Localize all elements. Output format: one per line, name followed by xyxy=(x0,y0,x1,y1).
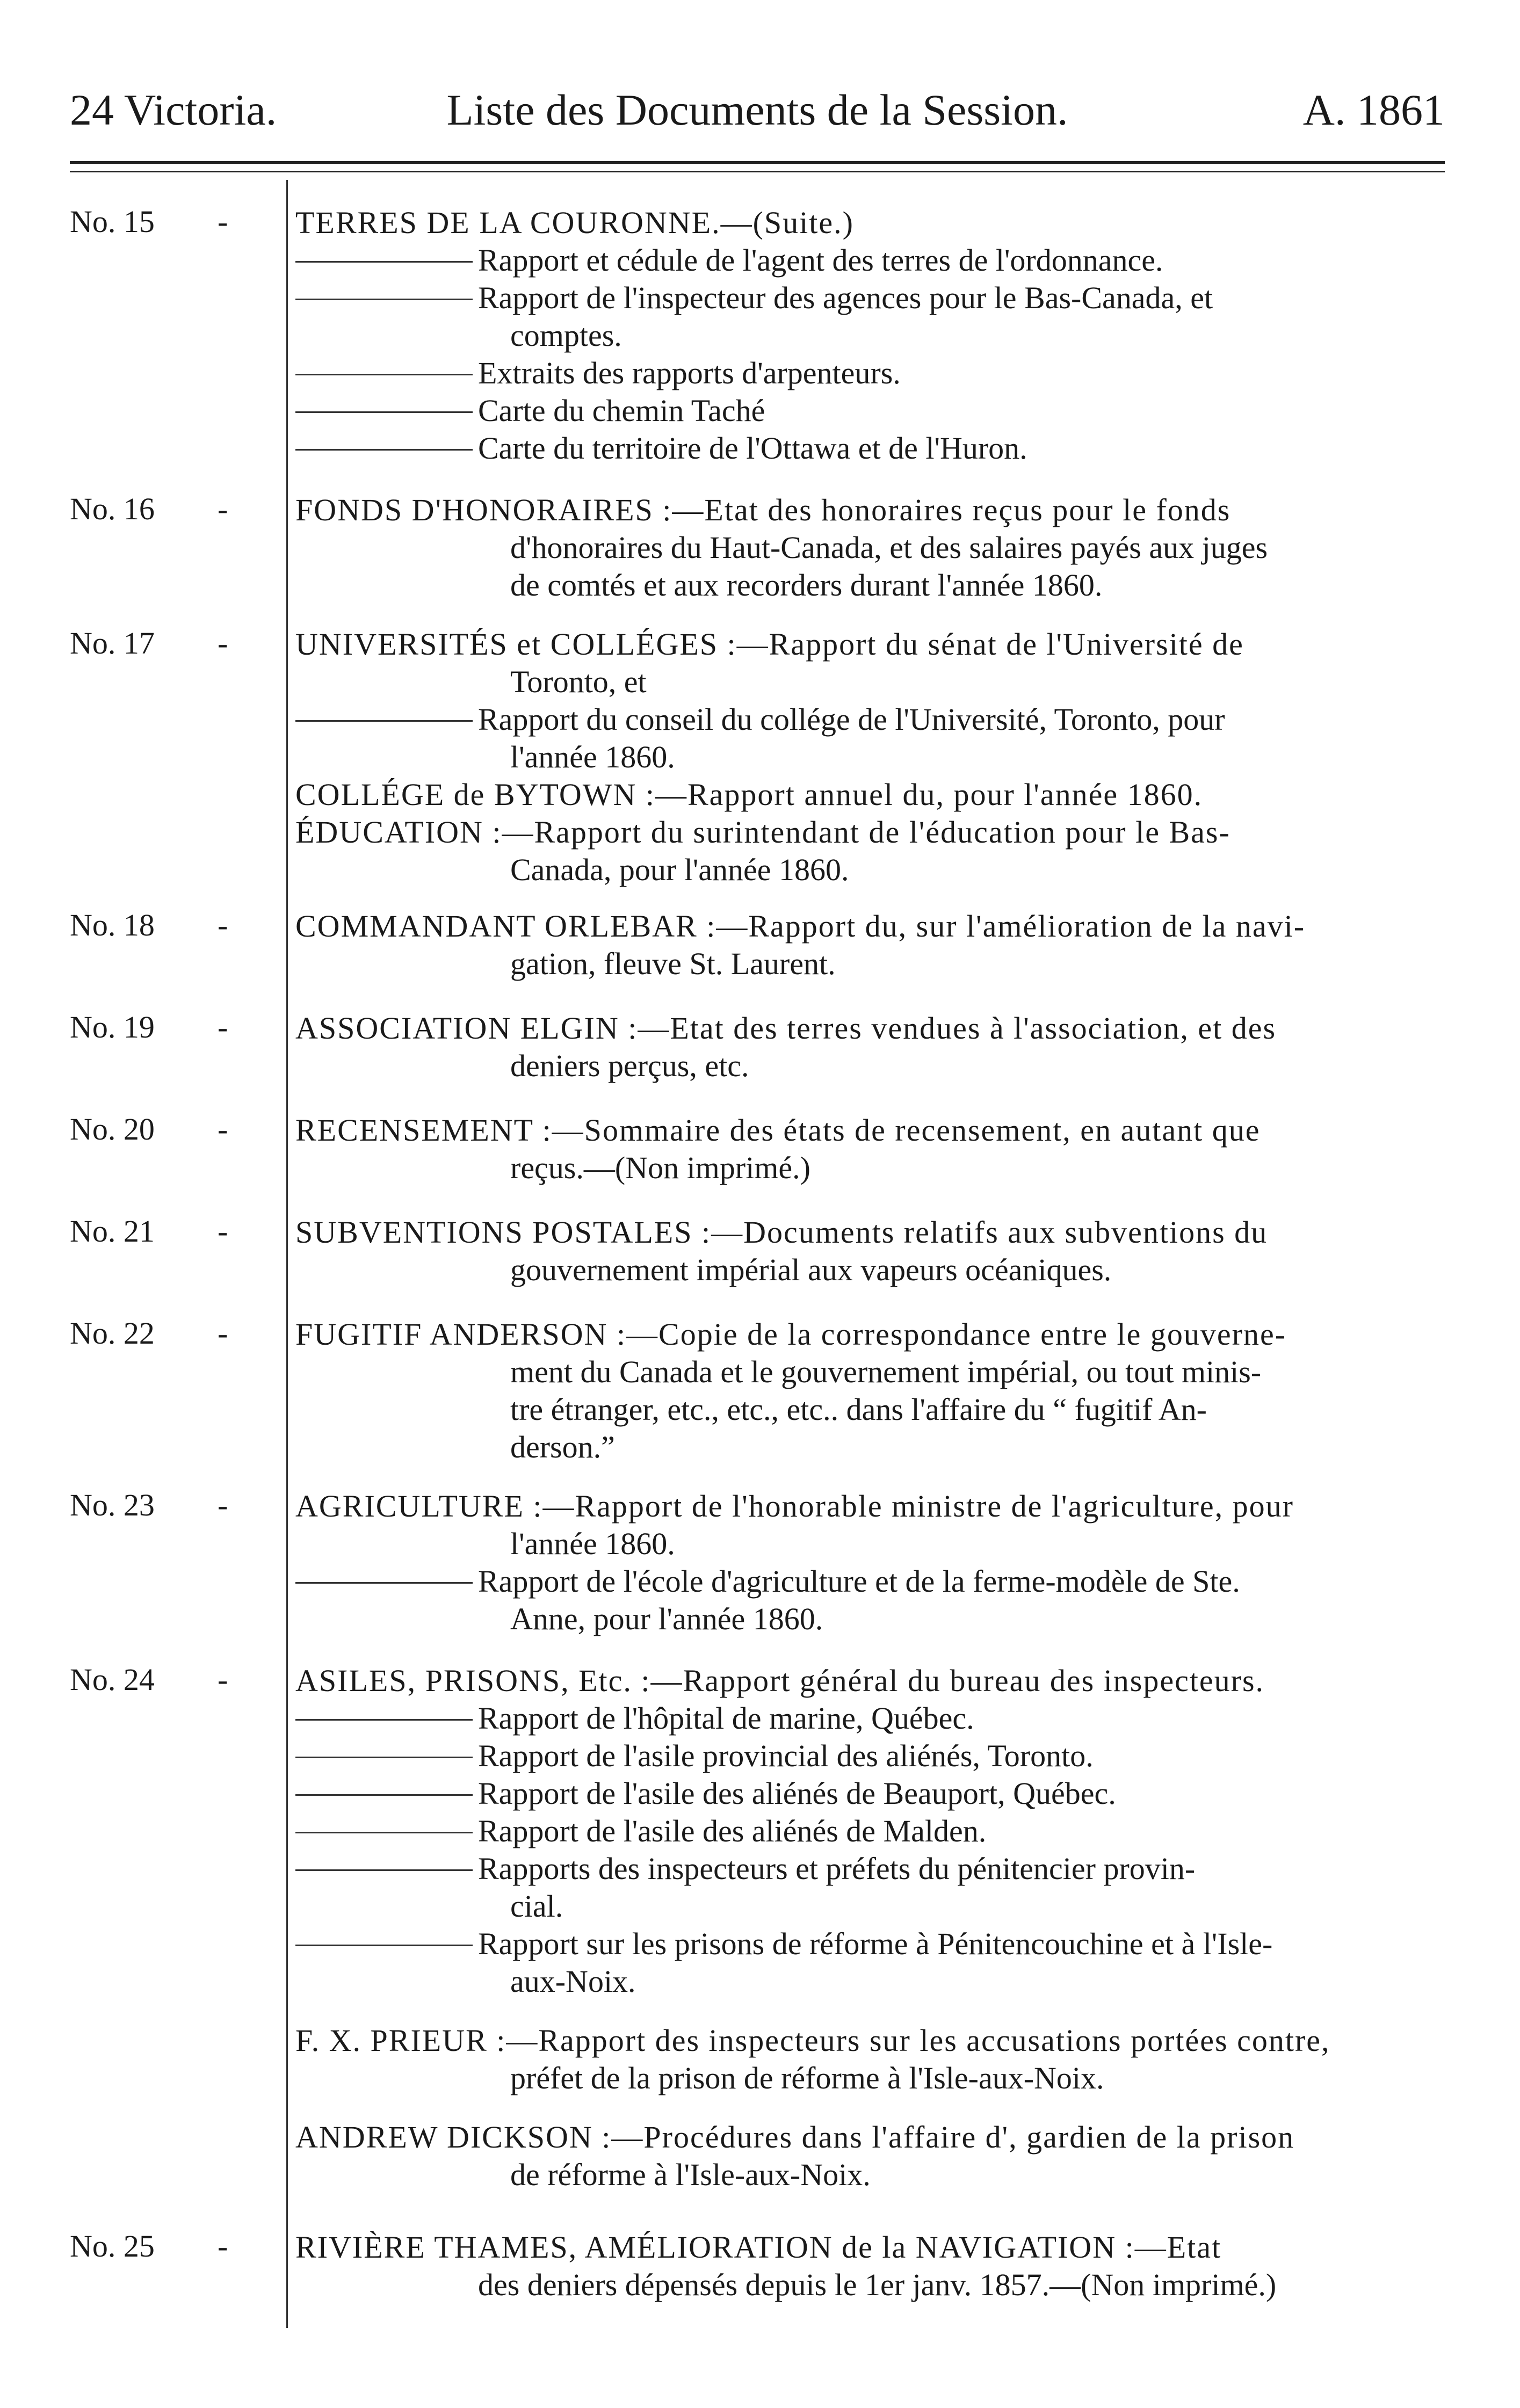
entry-line: F. X. PRIEUR :—Rapport des inspecteurs sur les accusations portées contre, xyxy=(295,2023,1330,2058)
document-number: No. 15 xyxy=(70,204,155,239)
column-divider xyxy=(286,180,288,2328)
entry-line: de réforme à l'Isle-aux-Noix. xyxy=(510,2157,871,2192)
entry-line: cial. xyxy=(510,1889,563,1924)
entry-content xyxy=(295,491,1445,604)
entry-line: COMMANDANT ORLEBAR :—Rapport du, sur l'amélioration de la navi- xyxy=(295,909,1306,944)
entry-line: TERRES DE LA COURONNE.—(Suite.) xyxy=(295,205,854,240)
entry-sub-line: Rapport de l'inspecteur des agences pour le Bas-Canada, et xyxy=(295,279,1445,317)
entry-line: FUGITIF ANDERSON :—Copie de la correspondance entre le gouverne- xyxy=(295,1317,1287,1352)
entry-sub-line: Rapport et cédule de l'agent des terres de l'ordonnance. xyxy=(295,242,1445,279)
entry-line: ASILES, PRISONS, Etc. :—Rapport général du bureau des inspecteurs. xyxy=(295,1663,1265,1698)
entry-line: préfet de la prison de réforme à l'Isle-aux-Noix. xyxy=(510,2061,1104,2095)
document-number: No. 21 xyxy=(70,1214,155,1249)
document-number: No. 17 xyxy=(70,626,155,661)
document-number: No. 16 xyxy=(70,491,155,526)
header-year: A. 1861 xyxy=(1302,85,1445,134)
entry-line: RIVIÈRE THAMES, AMÉLIORATION de la NAVIGATION :—Etat xyxy=(295,2230,1222,2265)
entry-content xyxy=(295,908,1445,983)
leader-dash: - xyxy=(218,1488,228,1522)
entry-line: Canada, pour l'année 1860. xyxy=(510,852,849,887)
document-number: No. 25 xyxy=(70,2229,155,2264)
entry-sub-line: Carte du territoire de l'Ottawa et de l'Huron. xyxy=(295,430,1445,467)
entry-line: Toronto, et xyxy=(510,664,647,699)
document-number: No. 20 xyxy=(70,1112,155,1147)
leader-dash: - xyxy=(218,626,228,661)
entry-line: ment du Canada et le gouvernement impérial, ou tout minis- xyxy=(510,1354,1262,1389)
entry-sub-line: Rapport de l'asile provincial des aliénés, Toronto. xyxy=(295,1737,1445,1775)
leader-dash: - xyxy=(218,1662,228,1697)
entry-sub-line: Rapport de l'école d'agriculture et de la ferme-modèle de Ste. xyxy=(295,1563,1445,1600)
entry-sub-line: Rapports des inspecteurs et préfets du pénitencier provin- xyxy=(295,1850,1445,1888)
entry-sub-line: Extraits des rapports d'arpenteurs. xyxy=(295,354,1445,392)
entry-content xyxy=(295,626,1445,889)
document-number: No. 18 xyxy=(70,908,155,942)
entry-content xyxy=(295,1214,1445,1289)
entry-line: ASSOCIATION ELGIN :—Etat des terres vendues à l'association, et des xyxy=(295,1011,1277,1046)
header-title: Liste des Documents de la Session. xyxy=(446,85,1068,134)
leader-dash: - xyxy=(218,2229,228,2264)
entry-line: SUBVENTIONS POSTALES :—Documents relatifs aux subventions du xyxy=(295,1215,1268,1250)
entry-line: RECENSEMENT :—Sommaire des états de recensement, en autant que xyxy=(295,1113,1261,1148)
entry-line: AGRICULTURE :—Rapport de l'honorable ministre de l'agriculture, pour xyxy=(295,1489,1294,1524)
entry-content xyxy=(295,204,1445,467)
header-volume: 24 Victoria. xyxy=(70,85,277,134)
entry-line: ANDREW DICKSON :—Procédures dans l'affaire d', gardien de la prison xyxy=(295,2120,1295,2155)
header-rule-thick xyxy=(70,161,1445,164)
entry-line: l'année 1860. xyxy=(510,1526,675,1561)
entry-line: deniers perçus, etc. xyxy=(510,1048,749,1083)
entry-sub-line: Rapport de l'hôpital de marine, Québec. xyxy=(295,1700,1445,1737)
entry-line: Anne, pour l'année 1860. xyxy=(510,1601,823,1636)
leader-dash: - xyxy=(218,491,228,526)
entry-content xyxy=(295,1010,1445,1085)
page-header xyxy=(70,81,1445,140)
entry-sub-line: Rapport du conseil du collége de l'Université, Toronto, pour xyxy=(295,701,1445,738)
document-number: No. 23 xyxy=(70,1488,155,1522)
entry-line: reçus.—(Non imprimé.) xyxy=(510,1150,810,1185)
entry-sub-line: Rapport de l'asile des aliénés de Malden. xyxy=(295,1812,1445,1850)
entry-line: aux-Noix. xyxy=(510,1964,636,1999)
entry-content xyxy=(295,1488,1445,1638)
entry-line: l'année 1860. xyxy=(510,739,675,774)
entry-content xyxy=(295,1112,1445,1187)
document-number: No. 22 xyxy=(70,1316,155,1351)
entry-content xyxy=(295,2229,1445,2304)
header-rule-thin xyxy=(70,171,1445,172)
entry-line: UNIVERSITÉS et COLLÉGES :—Rapport du sénat de l'Université de xyxy=(295,627,1244,662)
entry-line: derson.” xyxy=(510,1430,615,1464)
entry-sub-line: Rapport de l'asile des aliénés de Beauport, Québec. xyxy=(295,1775,1445,1812)
leader-dash: - xyxy=(218,1112,228,1147)
leader-dash: - xyxy=(218,908,228,942)
entry-line: comptes. xyxy=(510,318,622,353)
leader-dash: - xyxy=(218,1010,228,1045)
entry-line: des deniers dépensés depuis le 1er janv. 1857.—(Non imprimé.) xyxy=(478,2267,1277,2302)
entry-content xyxy=(295,1316,1445,1466)
leader-dash: - xyxy=(218,1214,228,1249)
document-number: No. 19 xyxy=(70,1010,155,1045)
entry-line: gouvernement impérial aux vapeurs océaniques. xyxy=(510,1252,1112,1287)
entry-line: FONDS D'HONORAIRES :—Etat des honoraires reçus pour le fonds xyxy=(295,492,1231,527)
entry-sub-line: Rapport sur les prisons de réforme à Pénitencouchine et à l'Isle- xyxy=(295,1925,1445,1963)
leader-dash: - xyxy=(218,1316,228,1351)
entry-line: gation, fleuve St. Laurent. xyxy=(510,946,836,981)
entry-line: d'honoraires du Haut-Canada, et des salaires payés aux juges xyxy=(510,530,1268,565)
entry-line: COLLÉGE de BYTOWN :—Rapport annuel du, pour l'année 1860. xyxy=(295,777,1203,812)
leader-dash: - xyxy=(218,204,228,239)
entry-line: de comtés et aux recorders durant l'année 1860. xyxy=(510,568,1103,603)
entry-line: ÉDUCATION :—Rapport du surintendant de l'éducation pour le Bas- xyxy=(295,815,1231,850)
entry-sub-line: Carte du chemin Taché xyxy=(295,392,1445,430)
entry-content xyxy=(295,1662,1445,2194)
document-number: No. 24 xyxy=(70,1662,155,1697)
entry-line: tre étranger, etc., etc., etc.. dans l'affaire du “ fugitif An- xyxy=(510,1392,1207,1427)
